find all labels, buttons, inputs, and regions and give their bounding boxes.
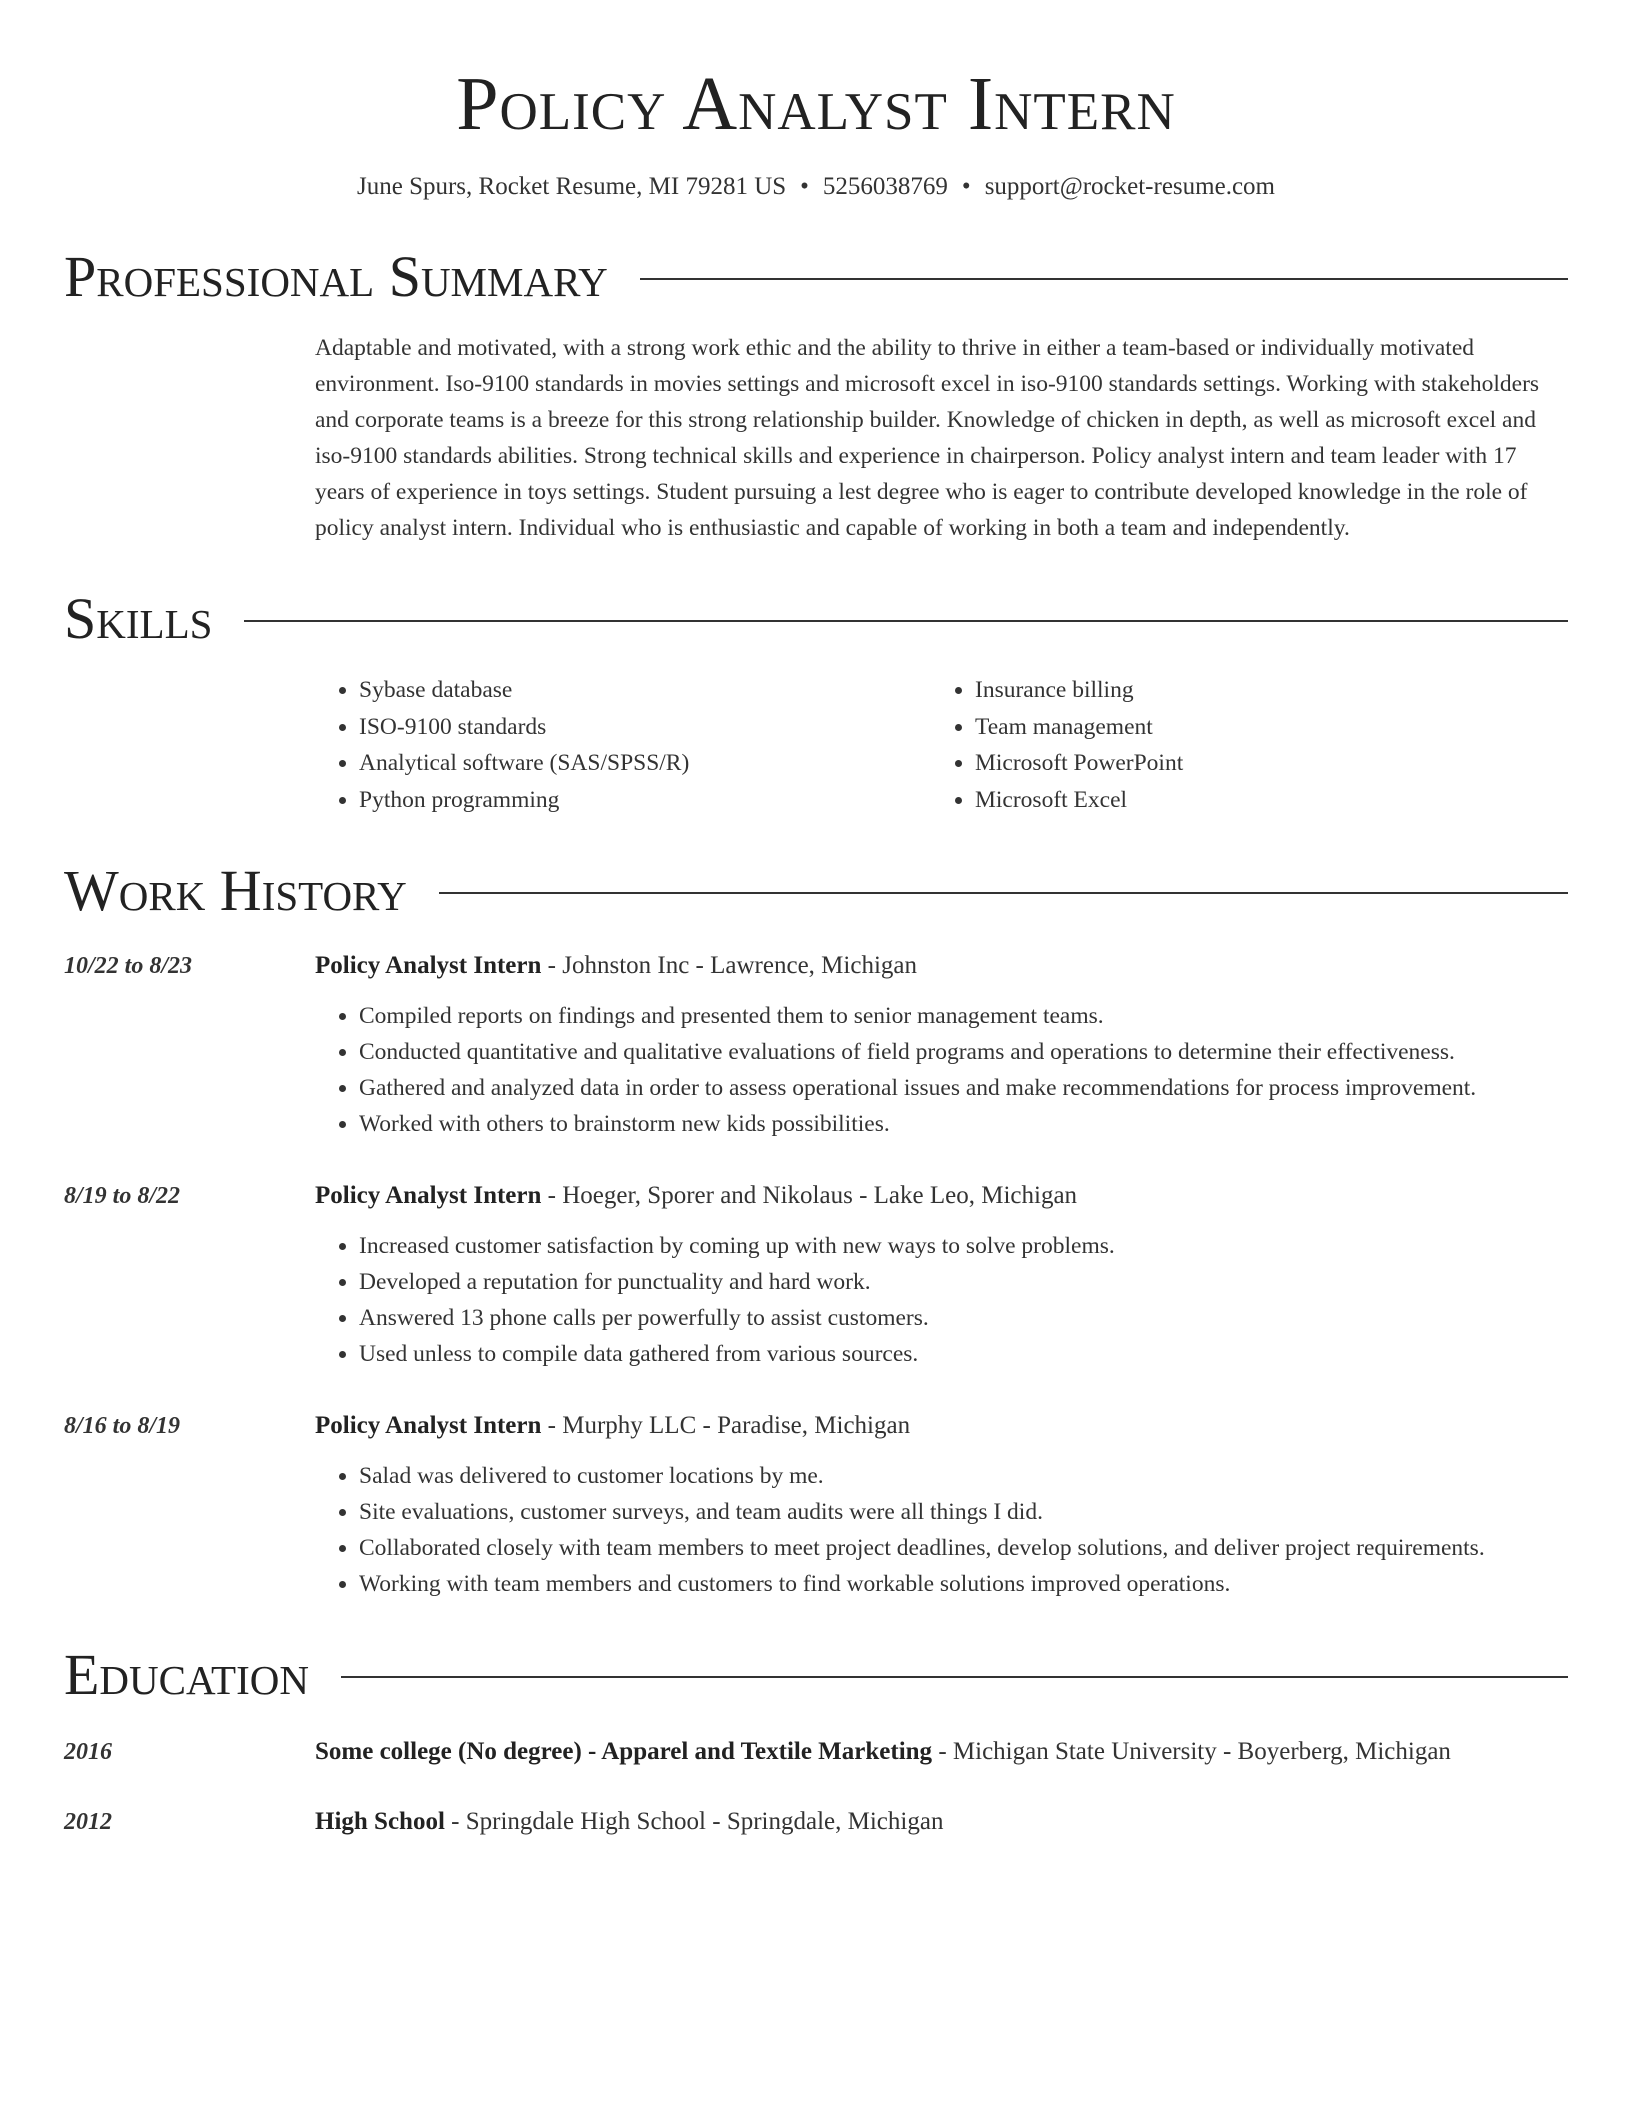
contact-phone: 5256038769 (822, 173, 948, 200)
summary-section-heading (64, 244, 1568, 310)
job-title-line (315, 1408, 1568, 1444)
job-bullet: • Answered 13 phone calls per powerfully to assist customers. (359, 1300, 1568, 1336)
education-entry (64, 1804, 1568, 1840)
job-dates: 8/19 to 8/22 (64, 1183, 181, 1209)
contact-address: June Spurs, Rocket Resume, MI 79281 US (357, 173, 787, 200)
skills-column-right (931, 672, 1547, 818)
section-divider (640, 278, 1568, 280)
skill-item: • Python programming (359, 782, 931, 819)
skill-item: • Sybase database (359, 672, 931, 709)
education-section-heading (64, 1642, 1568, 1708)
job-title: Policy Analyst Intern (315, 1182, 542, 1209)
job-dates: 8/16 to 8/19 (64, 1413, 181, 1439)
contact-separator: • (800, 173, 809, 200)
education-degree: High School (315, 1808, 445, 1835)
education-year: 2016 (64, 1739, 112, 1765)
skills-list (315, 672, 1568, 818)
contact-email: support@rocket-resume.com (984, 173, 1275, 200)
job-dates: 10/22 to 8/23 (64, 953, 193, 979)
job-title-line (315, 1178, 1568, 1214)
job-bullet: • Developed a reputation for punctuality and hard work. (359, 1264, 1568, 1300)
job-entry (64, 948, 1568, 1142)
skill-item: • Microsoft PowerPoint (975, 745, 1547, 782)
contact-line (64, 170, 1568, 204)
contact-separator: • (961, 173, 971, 200)
job-bullet: • Gathered and analyzed data in order to assess operational issues and make recommendations for process improvement. (359, 1070, 1568, 1106)
resume-title: Policy Analyst Intern (456, 62, 1176, 146)
education-details (315, 1734, 1568, 1770)
job-bullet: • Working with team members and customers to find workable solutions improved operations. (359, 1566, 1568, 1602)
job-employer: - Murphy LLC - Paradise, Michigan (541, 1412, 911, 1439)
section-divider (244, 620, 1568, 622)
job-employer: - Johnston Inc - Lawrence, Michigan (541, 952, 917, 979)
skills-section-heading (64, 586, 1568, 652)
skill-item: • Team management (975, 709, 1547, 746)
skills-heading: Skills (64, 586, 213, 651)
education-school: - Michigan State University - Boyerberg, Michigan (932, 1738, 1451, 1765)
skill-item: • Insurance billing (975, 672, 1547, 709)
job-bullets (315, 1228, 1568, 1372)
job-bullet: • Used unless to compile data gathered from various sources. (359, 1336, 1568, 1372)
education-heading: Education (64, 1642, 309, 1707)
education-details (315, 1804, 1568, 1840)
job-title-line (315, 948, 1568, 984)
skills-column-left (315, 672, 931, 818)
skill-item: • Analytical software (SAS/SPSS/R) (359, 745, 931, 782)
summary-heading: Professional Summary (64, 244, 608, 309)
job-entry (64, 1408, 1568, 1602)
education-entry (64, 1734, 1568, 1770)
section-divider (341, 1676, 1568, 1678)
job-entry (64, 1178, 1568, 1372)
work-heading: Work History (64, 858, 407, 923)
job-bullet: • Worked with others to brainstorm new kids possibilities. (359, 1106, 1568, 1142)
job-bullets (315, 998, 1568, 1142)
skill-item: • Microsoft Excel (975, 782, 1547, 819)
work-section-heading (64, 858, 1568, 924)
job-bullet: • Compiled reports on findings and presented them to senior management teams. (359, 998, 1568, 1034)
job-title: Policy Analyst Intern (315, 1412, 542, 1439)
job-bullet: • Conducted quantitative and qualitative evaluations of field programs and operations to determine their effectiveness. (359, 1034, 1568, 1070)
education-degree: Some college (No degree) - Apparel and Textile Marketing (315, 1738, 933, 1765)
section-divider (439, 892, 1568, 894)
education-school: - Springdale High School - Springdale, Michigan (444, 1808, 944, 1835)
summary-text: Adaptable and motivated, with a strong work ethic and the ability to thrive in either a team-based or individually motivated environment. Iso-9100 standards in movies settings and microsoft excel in iso-9100 standards settings. Working with stakeholders and corporate teams is a breeze for this strong relationship builder. Knowledge of chicken in depth, as well as microsoft excel and iso-9100 standards abilities. Strong technical skills and experience in chairperson. Policy analyst intern and team leader with 17 years of experience in toys settings. Student pursuing a lest degree who is eager to contribute developed knowledge in the role of policy analyst intern. Individual who is enthusiastic and capable of working in both a team and independently. (315, 335, 1540, 541)
skill-item: • ISO-9100 standards (359, 709, 931, 746)
job-bullet: • Site evaluations, customer surveys, and team audits were all things I did. (359, 1494, 1568, 1530)
job-bullet: • Collaborated closely with team members to meet project deadlines, develop solutions, and deliver project requirements. (359, 1530, 1568, 1566)
job-bullet: • Salad was delivered to customer locations by me. (359, 1458, 1568, 1494)
job-bullets (315, 1458, 1568, 1602)
job-title: Policy Analyst Intern (315, 952, 542, 979)
education-year: 2012 (64, 1809, 112, 1835)
job-employer: - Hoeger, Sporer and Nikolaus - Lake Leo, Michigan (541, 1182, 1078, 1209)
job-bullet: • Increased customer satisfaction by coming up with new ways to solve problems. (359, 1228, 1568, 1264)
